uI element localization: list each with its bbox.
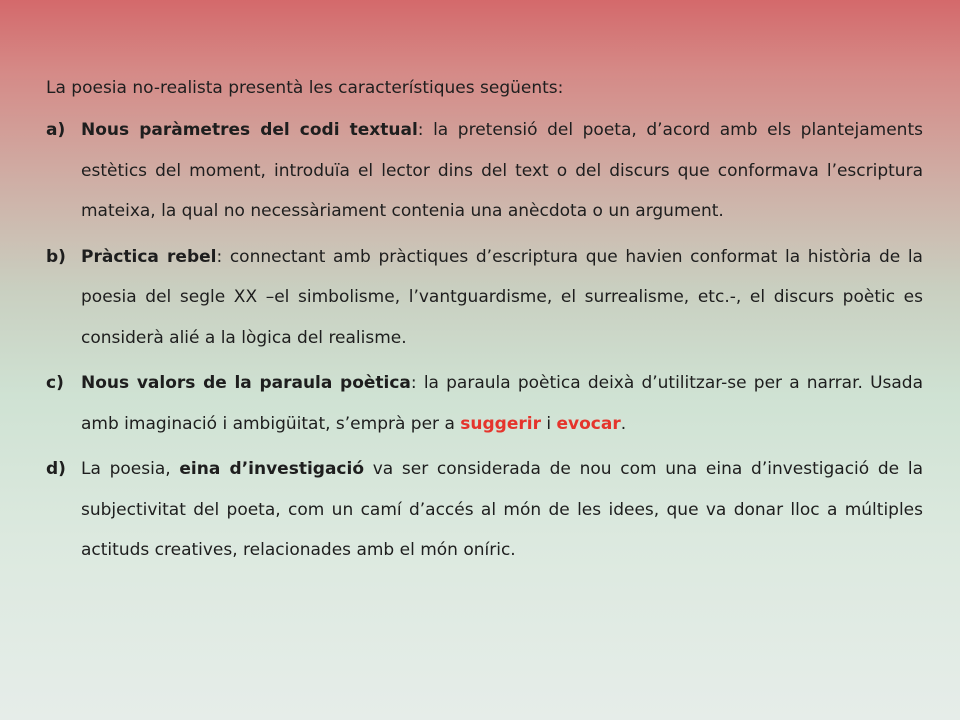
- list-item-body: [81, 237, 923, 359]
- list-item-b: [46, 237, 923, 359]
- list-marker: c): [46, 373, 64, 393]
- list-item-a: [46, 110, 923, 232]
- list-marker: d): [46, 459, 66, 479]
- list-item-body: [81, 363, 923, 444]
- item-term: eina d’investigació: [179, 459, 364, 479]
- item-text: : la pretensió del poeta, d’acord amb els plantejaments estètics del moment, introduïa el lector dins del text o del discurs que conformava l’escriptura mateixa, la qual no necessàriament contenia una anècdota o un argument.: [81, 120, 923, 221]
- item-term: Pràctica rebel: [81, 246, 217, 267]
- list-item-body: [81, 110, 923, 232]
- item-text-between: i: [540, 413, 557, 434]
- item-text-end: .: [620, 413, 627, 434]
- list-item-d: [46, 449, 923, 571]
- list-item-c: [46, 363, 923, 444]
- highlight-word-evocar: evocar: [556, 413, 621, 434]
- item-term: Nous paràmetres del codi textual: [81, 120, 418, 140]
- item-text: : connectant amb pràctiques d’escriptura que havien conformat la història de la poesia del segle XX –el simbolisme, l’vantguardisme, el surrealisme, etc.-, el discurs poètic es considerà alié a la lògica del realisme.: [81, 246, 923, 348]
- intro-text: La poesia no-realista presentà les característiques següents:: [46, 78, 564, 98]
- item-term: Nous valors de la paraula poètica: [81, 373, 411, 393]
- list-marker: a): [46, 120, 66, 140]
- list-item-body: [81, 449, 923, 571]
- slide-content: [46, 68, 923, 576]
- item-prefix: La poesia,: [81, 459, 180, 479]
- highlight-word-suggerir: suggerir: [460, 413, 541, 434]
- item-text: va ser considerada de nou com una eina d’investigació de la subjectivitat del poeta, com un camí d’accés al món de les idees, que va donar lloc a múltiples actituds creatives, relacionades amb el món oníric.: [81, 459, 923, 560]
- list-marker: b): [46, 246, 66, 267]
- item-text: : la paraula poètica deixà d’utilitzar-se per a narrar. Usada amb imaginació i ambigüitat, s’emprà per a: [81, 373, 924, 434]
